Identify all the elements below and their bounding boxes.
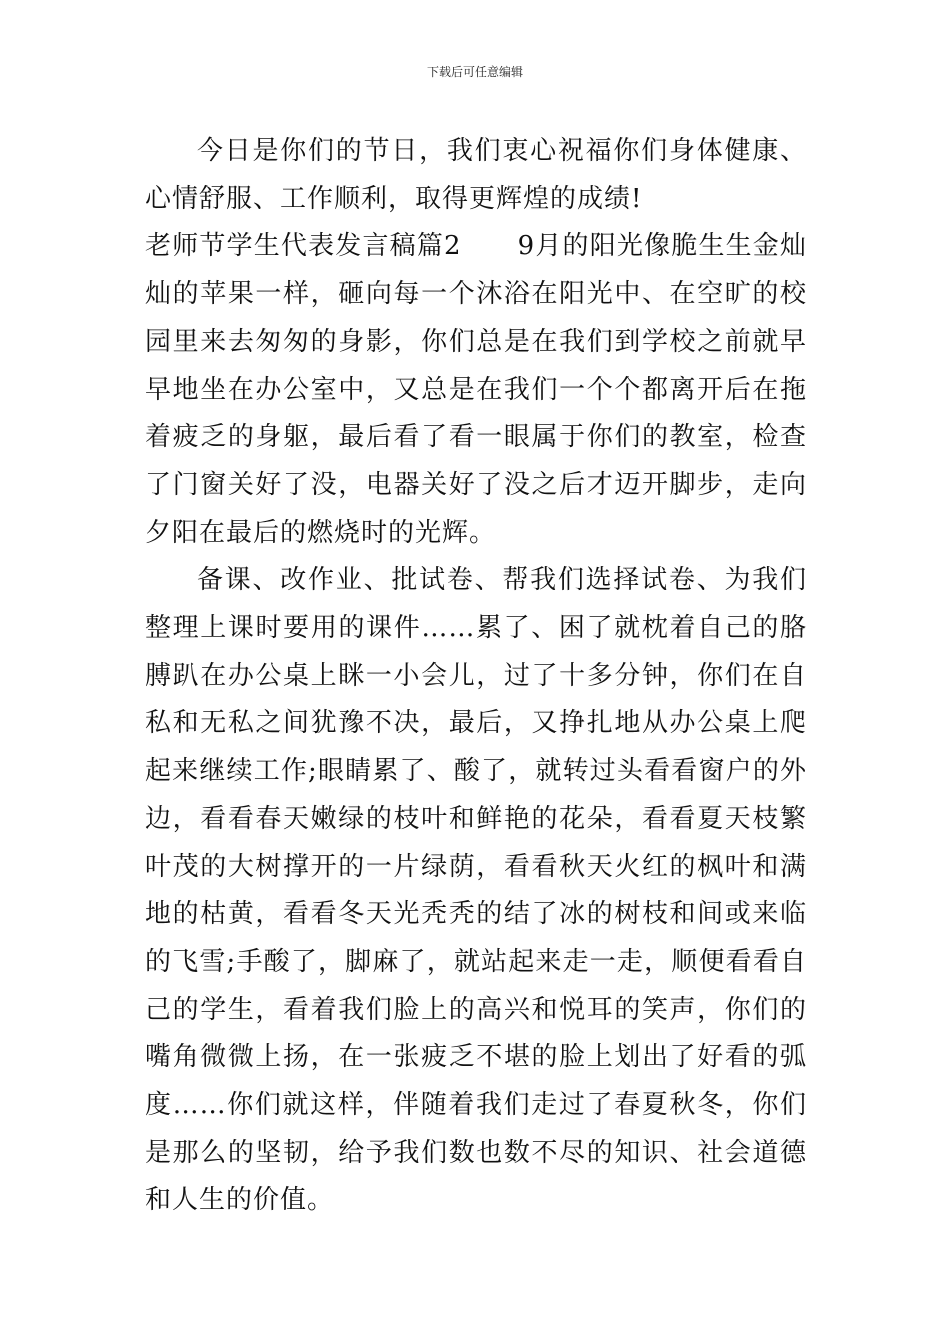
document-body xyxy=(145,128,807,1225)
section-title: 老师节学生代表发言稿篇2 xyxy=(145,231,462,262)
paragraph-speech-intro xyxy=(145,223,807,557)
paragraph-teacher-work: 备课、改作业、批试卷、帮我们选择试卷、为我们整理上课时要用的课件……累了、困了就枕着自己的胳膊趴在办公桌上眯一小会儿，过了十多分钟，你们在自私和无私之间犹豫不决，最后，又挣扎地从办公桌上爬起来继续工作;眼睛累了、酸了，就转过头看看窗户的外边，看看春天嫩绿的枝叶和鲜艳的花朵，看看夏天枝繁叶茂的大树撑开的一片绿荫，看看秋天火红的枫叶和满地的枯黄，看看冬天光秃秃的结了冰的树枝和间或来临的飞雪;手酸了，脚麻了，就站起来走一走，顺便看看自己的学生，看着我们脸上的高兴和悦耳的笑声，你们的嘴角微微上扬，在一张疲乏不堪的脸上划出了好看的弧度……你们就这样，伴随着我们走过了春夏秋冬，你们是那么的坚韧，给予我们数也数不尽的知识、社会道德和人生的价值。 xyxy=(145,565,807,1216)
page-header-note: 下载后可任意编辑 xyxy=(426,65,523,79)
paragraph-speech-intro-text: 9月的阳光像脆生生金灿灿的苹果一样，砸向每一个沐浴在阳光中、在空旷的校园里来去匆匆的身影，你们总是在我们到学校之前就早早地坐在办公室中，又总是在我们一个个都离开后在拖着疲乏的身躯，最后看了看一眼属于你们的教室，检查了门窗关好了没，电器关好了没之后才迈开脚步，走向夕阳在最后的燃烧时的光辉。 xyxy=(145,231,807,548)
paragraph-blessing: 今日是你们的节日，我们衷心祝福你们身体健康、心情舒服、工作顺利，取得更辉煌的成绩! xyxy=(145,136,807,214)
